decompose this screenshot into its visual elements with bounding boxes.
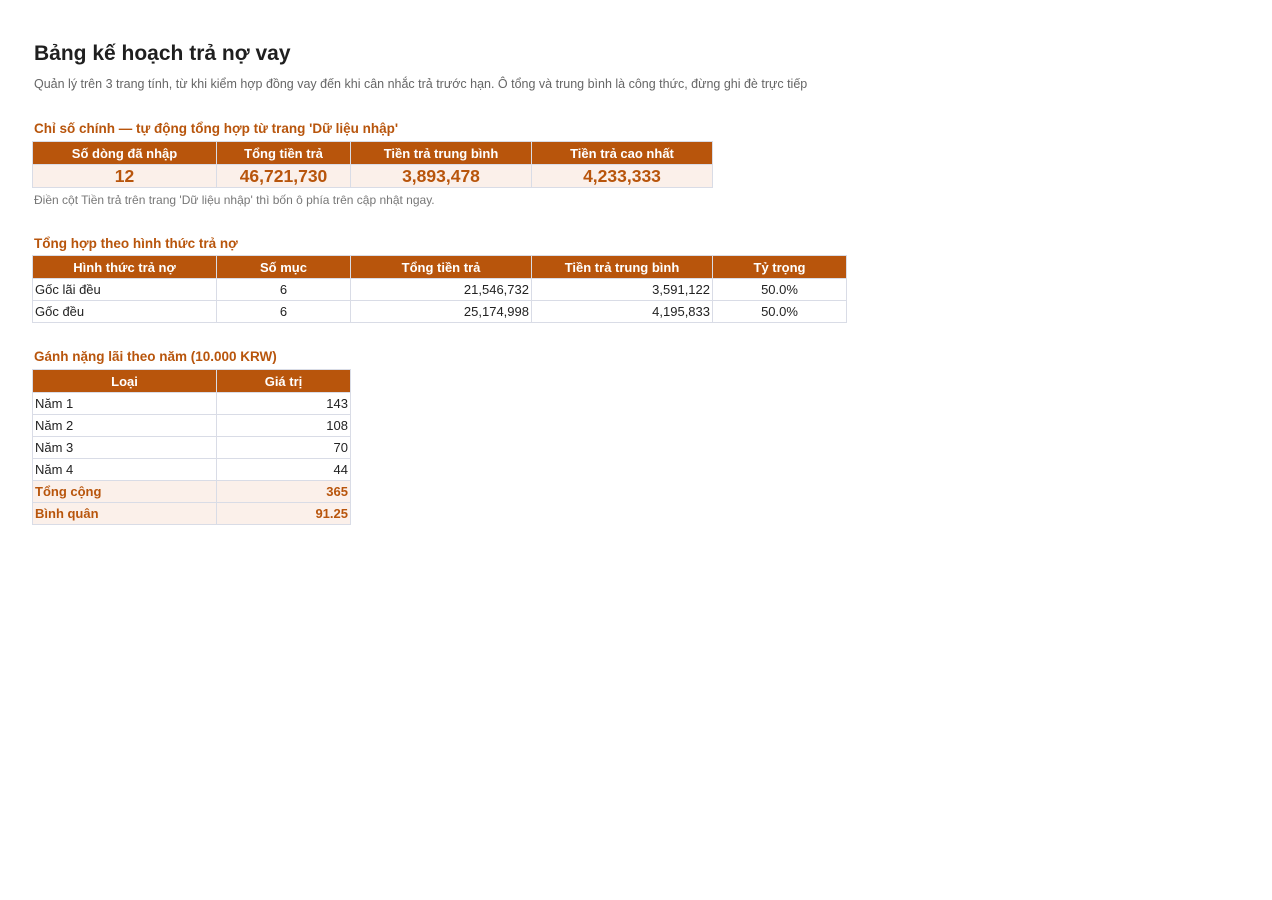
method-cell-count[interactable]: 6: [217, 301, 351, 323]
kpi-header-rows-entered[interactable]: Số dòng đã nhập: [33, 142, 217, 165]
kpi-header-total-paid[interactable]: Tổng tiền trả: [217, 142, 351, 165]
kpi-table: [32, 141, 713, 188]
method-header-total[interactable]: Tổng tiền trả: [351, 256, 532, 279]
interest-cell-year[interactable]: Năm 4: [33, 459, 217, 481]
method-header-count[interactable]: Số mục: [217, 256, 351, 279]
kpi-value-max-paid[interactable]: 4,233,333: [532, 165, 713, 188]
interest-cell-year[interactable]: Năm 1: [33, 393, 217, 415]
interest-header-value[interactable]: Giá trị: [217, 370, 351, 393]
interest-cell-value[interactable]: 70: [217, 437, 351, 459]
method-cell-count[interactable]: 6: [217, 279, 351, 301]
interest-average-label[interactable]: Bình quân: [33, 503, 217, 525]
total-row: [33, 481, 351, 503]
interest-cell-value[interactable]: 143: [217, 393, 351, 415]
table-row: [33, 459, 351, 481]
interest-table: [32, 369, 351, 525]
interest-header-type[interactable]: Loại: [33, 370, 217, 393]
method-header-method[interactable]: Hình thức trả nợ: [33, 256, 217, 279]
method-cell-total[interactable]: 25,174,998: [351, 301, 532, 323]
table-row: [33, 301, 847, 323]
kpi-value-rows-entered[interactable]: 12: [33, 165, 217, 188]
page-title: Bảng kế hoạch trả nợ vay: [34, 42, 291, 65]
kpi-section-title: Chỉ số chính — tự động tổng hợp từ trang 'Dữ liệu nhập': [34, 121, 399, 136]
kpi-value-average-paid[interactable]: 3,893,478: [351, 165, 532, 188]
interest-cell-year[interactable]: Năm 2: [33, 415, 217, 437]
interest-section-title: Gánh nặng lãi theo năm (10.000 KRW): [34, 349, 277, 364]
interest-cell-value[interactable]: 108: [217, 415, 351, 437]
interest-average-value[interactable]: 91.25: [217, 503, 351, 525]
table-row: [33, 415, 351, 437]
method-cell-average[interactable]: 4,195,833: [532, 301, 713, 323]
method-cell-total[interactable]: 21,546,732: [351, 279, 532, 301]
table-row: [33, 437, 351, 459]
table-row: [33, 279, 847, 301]
kpi-note: Điền cột Tiền trả trên trang 'Dữ liệu nhập' thì bốn ô phía trên cập nhật ngay.: [34, 193, 435, 207]
kpi-header-average-paid[interactable]: Tiền trả trung bình: [351, 142, 532, 165]
method-cell-share[interactable]: 50.0%: [713, 279, 847, 301]
method-section-title: Tổng hợp theo hình thức trả nợ: [34, 236, 238, 251]
method-cell-name[interactable]: Gốc lãi đều: [33, 279, 217, 301]
table-row: [33, 393, 351, 415]
method-cell-name[interactable]: Gốc đều: [33, 301, 217, 323]
average-row: [33, 503, 351, 525]
interest-total-label[interactable]: Tổng cộng: [33, 481, 217, 503]
method-table: [32, 255, 847, 323]
page-subtitle: Quản lý trên 3 trang tính, từ khi kiểm hợp đồng vay đến khi cân nhắc trả trước hạn. Ô tổng và trung bình là công thức, đừng ghi đè trực tiếp: [34, 77, 808, 91]
method-header-average[interactable]: Tiền trả trung bình: [532, 256, 713, 279]
interest-cell-value[interactable]: 44: [217, 459, 351, 481]
kpi-header-max-paid[interactable]: Tiền trả cao nhất: [532, 142, 713, 165]
method-cell-share[interactable]: 50.0%: [713, 301, 847, 323]
method-cell-average[interactable]: 3,591,122: [532, 279, 713, 301]
kpi-value-total-paid[interactable]: 46,721,730: [217, 165, 351, 188]
method-header-share[interactable]: Tỷ trọng: [713, 256, 847, 279]
interest-cell-year[interactable]: Năm 3: [33, 437, 217, 459]
interest-total-value[interactable]: 365: [217, 481, 351, 503]
